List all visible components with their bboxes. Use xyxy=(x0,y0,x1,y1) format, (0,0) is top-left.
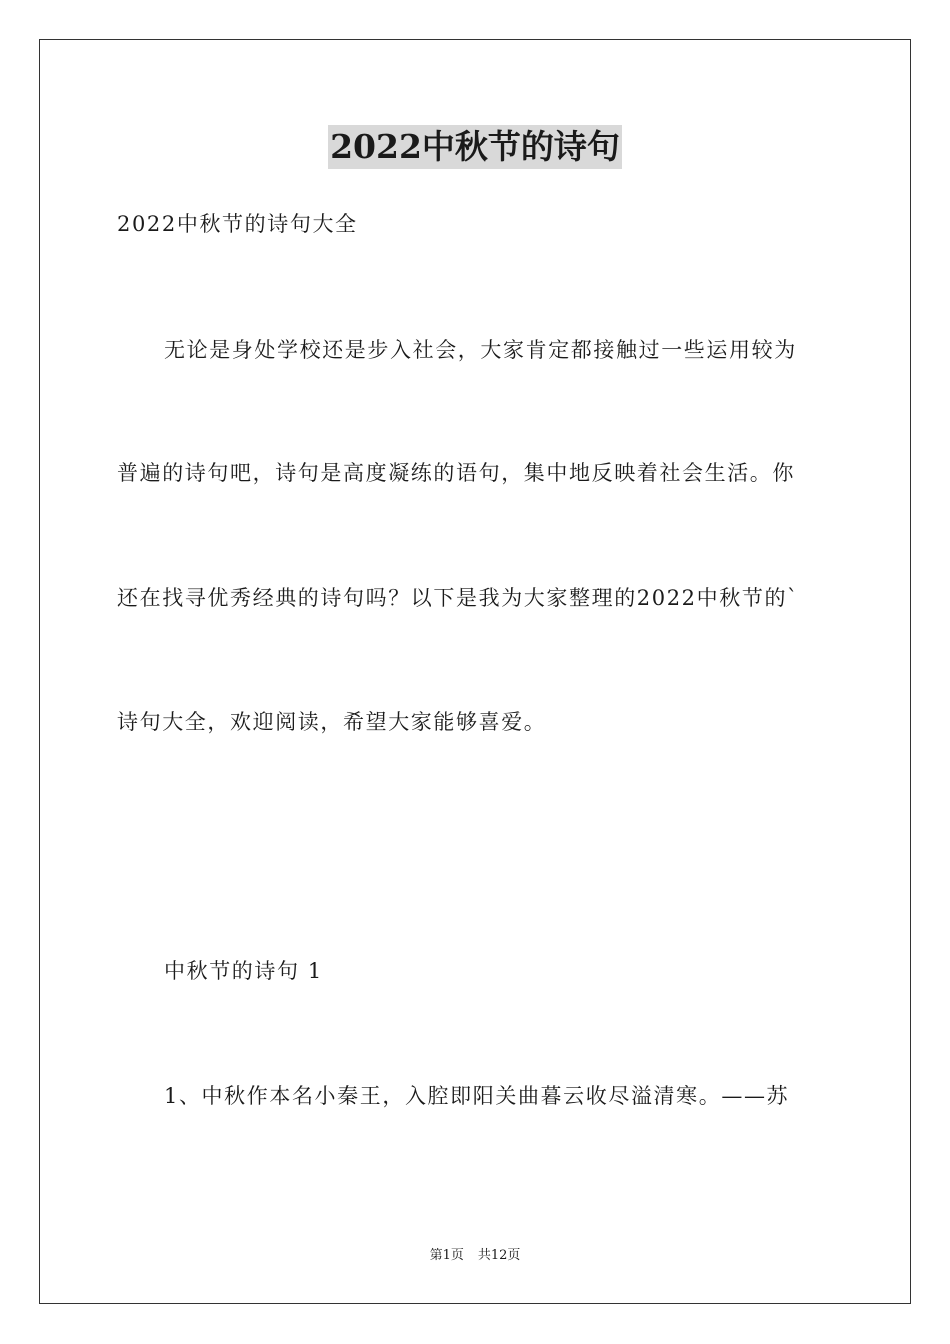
paragraph-line-4: 诗句大全，欢迎阅读，希望大家能够喜爱。 xyxy=(117,710,547,734)
poem-line-1: 1、中秋作本名小秦王，入腔即阳关曲暮云收尽溢清寒。——苏 xyxy=(164,1084,790,1108)
paragraph-line-1: 无论是身处学校还是步入社会，大家肯定都接触过一些运用较为 xyxy=(164,338,797,362)
paragraph-line-3: 还在找寻优秀经典的诗句吗？以下是我为大家整理的2022中秋节的` xyxy=(117,586,800,610)
page-number: 第1页 xyxy=(429,1248,464,1263)
section-heading: 中秋节的诗句 1 xyxy=(164,959,323,983)
title-container xyxy=(0,125,950,169)
paragraph-line-2: 普遍的诗句吧，诗句是高度凝练的语句，集中地反映着社会生活。你 xyxy=(117,461,795,485)
page-total: 共12页 xyxy=(477,1248,521,1263)
page-footer xyxy=(0,1247,950,1265)
document-title: 2022中秋节的诗句 xyxy=(328,125,622,169)
document-subtitle: 2022中秋节的诗句大全 xyxy=(117,212,358,236)
